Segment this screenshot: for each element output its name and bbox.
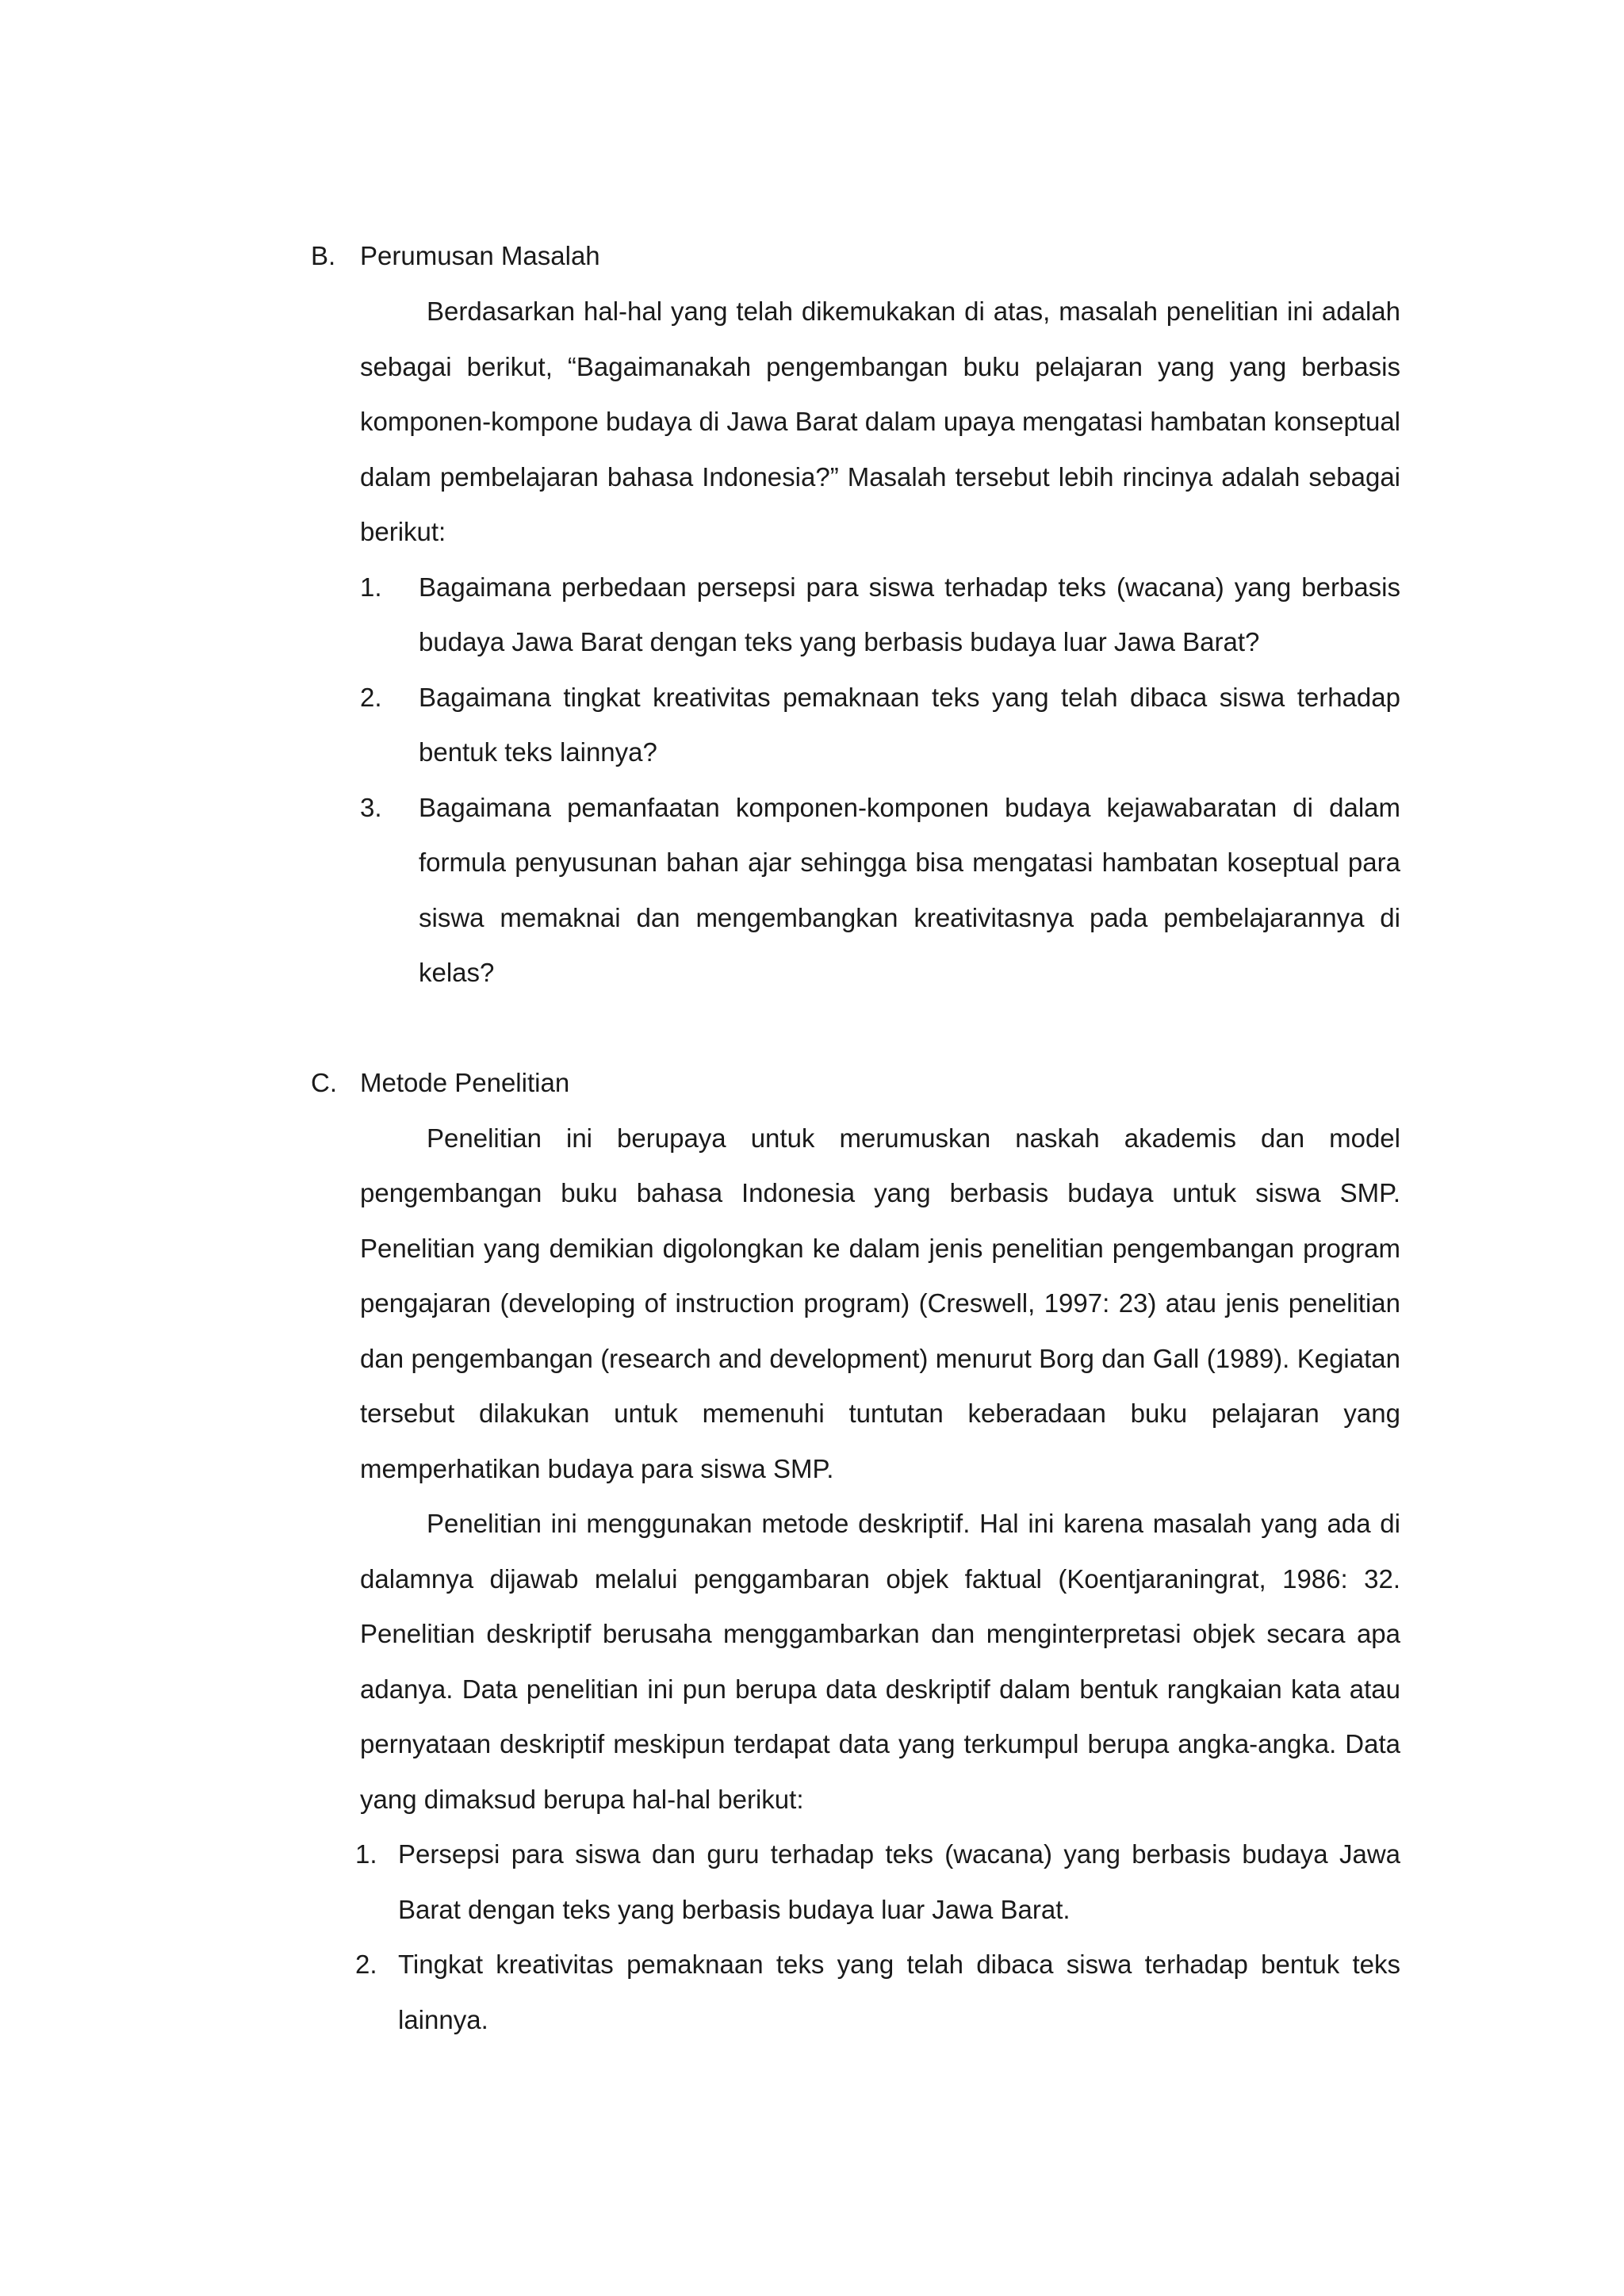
section-b-letter: B. [311, 241, 336, 270]
section-c-heading [311, 1055, 1400, 1111]
section-c-paragraph-2: Penelitian ini menggunakan metode deskriptif. Hal ini karena masalah yang ada di dalamnya dijawab melalui penggambaran objek faktual (Koentjaraningrat, 1986: 32. Penelitian deskriptif berusaha menggambarkan dan menginterpretasi objek secara apa adanya. Data penelitian ini pun berupa data deskriptif dalam bentuk rangkaian kata atau pernyataan deskriptif meskipun terdapat data yang terkumpul berupa angka-angka. Data yang dimaksud berupa hal-hal berikut: [360, 1509, 1400, 1814]
list-item-number: 2. [355, 1950, 377, 1979]
list-item [355, 1937, 1400, 2047]
section-b-paragraph: Berdasarkan hal-hal yang telah dikemukakan di atas, masalah penelitian ini adalah sebagai berikut, “Bagaimanakah pengembangan buku pelajaran yang yang berbasis komponen-kompone budaya di Jawa Barat dalam upaya mengatasi hambatan konseptual dalam pembelajaran bahasa Indonesia?” Masalah tersebut lebih rincinya adalah sebagai berikut: [360, 297, 1400, 546]
section-b-question-list [311, 560, 1400, 1001]
list-item-text: Bagaimana perbedaan persepsi para siswa terhadap teks (wacana) yang berbasis budaya Jawa Barat dengan teks yang berbasis budaya luar Jawa Barat? [419, 572, 1400, 656]
list-item-text: Bagaimana tingkat kreativitas pemaknaan teks yang telah dibaca siswa terhadap bentuk teks lainnya? [419, 682, 1400, 767]
list-item-text: Bagaimana pemanfaatan komponen-komponen budaya kejawabaratan di dalam formula penyusunan bahan ajar sehingga bisa mengatasi hambatan koseptual para siswa memaknai dan mengembangkan kreativitasnya pada pembelajarannya di kelas? [419, 792, 1400, 987]
section-c-paragraph-1: Penelitian ini berupaya untuk merumuskan naskah akademis dan model pengembangan buku bahasa Indonesia yang berbasis budaya untuk siswa SMP. Penelitian yang demikian digolongkan ke dalam jenis penelitian pengembangan program pengajaran (developing of instruction program) (Creswell, 1997: 23) atau jenis penelitian dan pengembangan (research and development) menurut Borg dan Gall (1989). Kegiatan tersebut dilakukan untuk memenuhi tuntutan keberadaan buku pelajaran yang memperhatikan budaya para siswa SMP. [360, 1123, 1400, 1483]
list-item [360, 560, 1400, 670]
list-item [355, 1827, 1400, 1937]
page-content [311, 228, 1400, 2047]
section-c-title: Metode Penelitian [360, 1067, 570, 1097]
list-item-number: 1. [355, 1839, 377, 1869]
list-item [360, 780, 1400, 1001]
section-b-heading [311, 228, 1400, 284]
section-gap [311, 1001, 1400, 1055]
list-item-number: 3. [360, 792, 382, 822]
list-item-text: Persepsi para siswa dan guru terhadap teks (wacana) yang berbasis budaya Jawa Barat dengan teks yang berbasis budaya luar Jawa Barat. [398, 1839, 1400, 1924]
list-item-text: Tingkat kreativitas pemaknaan teks yang telah dibaca siswa terhadap bentuk teks lainnya. [398, 1950, 1400, 2034]
section-c-data-list [311, 1827, 1400, 2047]
section-b-title: Perumusan Masalah [360, 241, 600, 270]
section-c-letter: C. [311, 1067, 337, 1097]
list-item [360, 670, 1400, 780]
list-item-number: 1. [360, 572, 382, 602]
list-item-number: 2. [360, 682, 382, 712]
